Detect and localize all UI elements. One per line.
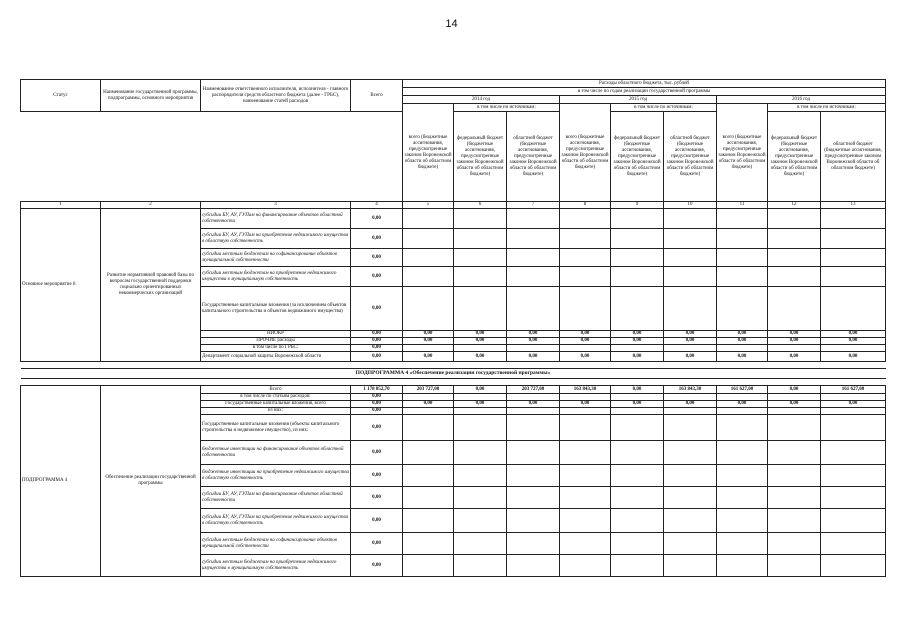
row-value: [821, 555, 886, 577]
row-value: [664, 345, 717, 352]
row-value: 0,00: [717, 352, 768, 362]
row-value: 161 627,00: [717, 386, 768, 394]
row-value: 0,00: [507, 352, 560, 362]
row-value: [454, 249, 507, 267]
row-value: [560, 555, 611, 577]
row-label: ПРОЧИЕ расходы: [201, 338, 351, 345]
row-value: [560, 249, 611, 267]
row-value: [664, 533, 717, 555]
row-value: 0,00: [351, 465, 403, 487]
row-value: [454, 408, 507, 415]
row-value: [507, 555, 560, 577]
row-value: 163 843,30: [560, 386, 611, 394]
row-value: [507, 415, 560, 441]
column-number: 1: [21, 202, 101, 209]
row-value: [560, 533, 611, 555]
row-label: бюджетные инвестиции на приобретение недвижимого имущества в областную собственность: [201, 465, 351, 487]
row-value: [717, 533, 768, 555]
row-value: 0,00: [611, 331, 664, 338]
row-value: 0,00: [507, 338, 560, 345]
column-number: 6: [454, 202, 507, 209]
header-col-all: всего (бюджетные ассигнования, предусмотренные законом Воронежской области об областном бюджете): [560, 104, 611, 202]
row-value: [611, 465, 664, 487]
row-value: [768, 229, 821, 249]
header-col-regional: областной бюджет (бюджетные ассигнования, предусмотренные законом Воронежской области об областном бюджете): [821, 112, 886, 202]
row-value: 0,00: [403, 338, 454, 345]
row-value: [821, 465, 886, 487]
row-value: 0,00: [351, 555, 403, 577]
row-value: [768, 509, 821, 533]
row-value: [403, 465, 454, 487]
row-label: в том числе по статьям расходов:: [201, 394, 351, 401]
row-value: [768, 249, 821, 267]
row-value: [560, 415, 611, 441]
header-col-regional: областной бюджет (бюджетные ассигнования, предусмотренные законом Воронежской области об областном бюджете): [664, 112, 717, 202]
row-value: [403, 267, 454, 287]
column-number: 10: [664, 202, 717, 209]
row-value: 0,00: [403, 331, 454, 338]
row-value: [507, 249, 560, 267]
table-row: [21, 209, 886, 229]
row-value: [768, 487, 821, 509]
row-value: 0,00: [560, 352, 611, 362]
row-value: 0,00: [768, 386, 821, 394]
row-value: 0,00: [821, 331, 886, 338]
row-value: [507, 465, 560, 487]
row-value: 0,00: [351, 249, 403, 267]
row-value: 0,00: [403, 352, 454, 362]
row-value: [664, 415, 717, 441]
row-label: Государственные капитальные вложения (объекты капитального строительства и недвижимое имущество), из них:: [201, 415, 351, 441]
row-value: [821, 394, 886, 401]
row-value: [717, 555, 768, 577]
row-value: [507, 509, 560, 533]
row-value: [821, 267, 886, 287]
page-number: 14: [445, 18, 458, 30]
column-number: 12: [768, 202, 821, 209]
row-value: [821, 408, 886, 415]
row-label: субсидии местным бюджетам на софинансирование объектов муниципальной собственности: [201, 533, 351, 555]
row-value: [768, 394, 821, 401]
row-value: 0,00: [351, 441, 403, 465]
table-gap: [21, 362, 886, 369]
row-value: [403, 415, 454, 441]
row-value: [611, 487, 664, 509]
row-label: Департамент социальной защиты Воронежской области: [201, 352, 351, 362]
header-col-federal: федеральный бюджет (бюджетные ассигнования, предусмотренные законом Воронежской области об областном бюджете): [768, 112, 821, 202]
row-value: [507, 394, 560, 401]
row-value: [560, 229, 611, 249]
row-value: [717, 249, 768, 267]
row-value: 0,00: [560, 401, 611, 408]
row-value: [403, 345, 454, 352]
row-value: [454, 465, 507, 487]
row-value: [717, 267, 768, 287]
row-value: 0,00: [821, 352, 886, 362]
row-value: [560, 408, 611, 415]
row-label: бюджетные инвестиции на финансирование объектов областной собственности: [201, 441, 351, 465]
row-value: [821, 249, 886, 267]
row-value: 161 627,00: [821, 386, 886, 394]
row-label: Государственные капитальные вложения (за исключением объектов капитального строительства и объектов недвижимого имущества): [201, 287, 351, 331]
header-year-2015: 2015 год: [560, 96, 717, 104]
row-value: [664, 394, 717, 401]
row-value: [611, 415, 664, 441]
row-value: [454, 555, 507, 577]
row-value: [560, 287, 611, 331]
row-value: [717, 209, 768, 229]
row-value: [403, 408, 454, 415]
row-program-name: Развитие нормативной правовой базы по вопросам государственной поддержки социально ориентированных некоммерческих организаций: [101, 209, 201, 362]
row-value: [507, 229, 560, 249]
row-value: [560, 345, 611, 352]
header-spacer: [21, 112, 403, 202]
row-value: 0,00: [351, 408, 403, 415]
row-value: 0,00: [611, 352, 664, 362]
row-value: [664, 509, 717, 533]
row-value: 0,00: [821, 338, 886, 345]
row-value: 0,00: [454, 338, 507, 345]
row-value: 0,00: [717, 401, 768, 408]
header-by-sources: в том числе по источникам:: [768, 104, 886, 112]
row-value: 0,00: [454, 386, 507, 394]
row-value: [768, 533, 821, 555]
row-value: [454, 415, 507, 441]
row-label: субсидии местным бюджетам на софинансирование объектов муниципальной собственности: [201, 249, 351, 267]
row-value: [821, 229, 886, 249]
row-label: субсидии местным бюджетам на приобретение недвижимого имущества в муниципальную собственность: [201, 267, 351, 287]
row-label: из них:: [201, 408, 351, 415]
row-value: [403, 441, 454, 465]
row-value: [403, 394, 454, 401]
row-value: [611, 555, 664, 577]
column-number: 13: [821, 202, 886, 209]
row-value: [403, 209, 454, 229]
row-value: [454, 394, 507, 401]
row-value: 0,00: [768, 352, 821, 362]
row-value: 0,00: [351, 487, 403, 509]
row-value: [454, 533, 507, 555]
row-value: 0,00: [611, 338, 664, 345]
row-value: [821, 441, 886, 465]
row-value: [768, 345, 821, 352]
row-value: 0,00: [821, 401, 886, 408]
row-value: [664, 249, 717, 267]
row-value: [611, 441, 664, 465]
row-value: [507, 408, 560, 415]
row-value: [664, 267, 717, 287]
row-label: Всего: [201, 386, 351, 394]
row-value: [454, 487, 507, 509]
row-value: [768, 267, 821, 287]
row-value: [507, 287, 560, 331]
row-label: субсидии БУ, АУ, ГУПам на финансирование объектов областной собственности: [201, 487, 351, 509]
row-value: 0,00: [768, 331, 821, 338]
row-value: [454, 287, 507, 331]
row-value: [768, 287, 821, 331]
row-value: [768, 465, 821, 487]
row-value: 0,00: [351, 331, 403, 338]
row-value: [507, 209, 560, 229]
row-value: [454, 345, 507, 352]
header-expenses: Расходы областного бюджета, тыс. рублей: [403, 80, 886, 88]
row-value: [717, 394, 768, 401]
row-value: [560, 267, 611, 287]
row-value: [507, 441, 560, 465]
row-value: [717, 465, 768, 487]
row-value: 0,00: [351, 345, 403, 352]
row-value: [821, 415, 886, 441]
header-status: Статус: [21, 80, 101, 112]
row-label: НИОКР: [201, 331, 351, 338]
column-number: 9: [611, 202, 664, 209]
header-col-regional: областной бюджет (бюджетные ассигнования, предусмотренные законом Воронежской области об областном бюджете): [507, 112, 560, 202]
row-value: [717, 287, 768, 331]
header-by-years: в том числе по годам реализации государственной программы: [403, 88, 886, 96]
column-number: 5: [403, 202, 454, 209]
header-by-sources: в том числе по источникам:: [454, 104, 560, 112]
column-number: 2: [101, 202, 201, 209]
row-value: 0,00: [351, 287, 403, 331]
row-value: 0,00: [403, 401, 454, 408]
row-value: [717, 415, 768, 441]
row-value: [611, 345, 664, 352]
row-value: [403, 509, 454, 533]
column-number: 3: [201, 202, 351, 209]
row-value: 0,00: [717, 338, 768, 345]
row-value: [717, 509, 768, 533]
row-value: 0,00: [351, 352, 403, 362]
row-value: [611, 287, 664, 331]
subprogram-title: ПОДПРОГРАММА 4 «Обеспечение реализации государственной программы»: [21, 369, 886, 379]
row-value: 0,00: [351, 338, 403, 345]
row-value: [611, 229, 664, 249]
row-value: [821, 509, 886, 533]
header-year-2014: 2014 год: [403, 96, 560, 104]
header-col-federal: федеральный бюджет (бюджетные ассигнования, предусмотренные законом Воронежской области об областном бюджете): [611, 112, 664, 202]
row-value: 0,00: [351, 415, 403, 441]
column-number: 11: [717, 202, 768, 209]
row-value: [454, 229, 507, 249]
row-value: [560, 509, 611, 533]
row-value: [560, 441, 611, 465]
row-value: 0,00: [507, 401, 560, 408]
row-value: [611, 267, 664, 287]
row-value: [454, 509, 507, 533]
row-value: 0,00: [664, 331, 717, 338]
row-value: [664, 487, 717, 509]
column-number: 4: [351, 202, 403, 209]
row-value: 203 727,00: [507, 386, 560, 394]
header-col-all: всего (бюджетные ассигнования, предусмотренные законом Воронежской области об областном бюджете): [717, 104, 768, 202]
row-value: [717, 441, 768, 465]
row-value: [664, 408, 717, 415]
row-status: ПОДПРОГРАММА 4: [21, 386, 101, 577]
column-number: 7: [507, 202, 560, 209]
row-value: [768, 415, 821, 441]
row-value: 0,00: [560, 338, 611, 345]
row-value: 0,00: [351, 394, 403, 401]
row-value: [821, 487, 886, 509]
row-value: [821, 533, 886, 555]
row-value: [507, 487, 560, 509]
row-value: [611, 533, 664, 555]
row-value: [664, 555, 717, 577]
row-value: [664, 441, 717, 465]
row-label: в том числе по ГРБС:: [201, 345, 351, 352]
row-value: 0,00: [560, 331, 611, 338]
row-value: [664, 229, 717, 249]
row-value: [507, 533, 560, 555]
row-value: 0,00: [351, 209, 403, 229]
row-value: [560, 209, 611, 229]
header-program-name: Наименование государственной программы, подпрограммы, основного мероприятия: [101, 80, 201, 112]
row-value: [454, 209, 507, 229]
row-value: 0,00: [454, 331, 507, 338]
row-value: [821, 209, 886, 229]
row-value: 0,00: [454, 401, 507, 408]
row-value: 0,00: [664, 338, 717, 345]
row-label: Государственные капитальные вложения, всего: [201, 401, 351, 408]
row-value: [768, 209, 821, 229]
row-value: 0,00: [768, 401, 821, 408]
table-row: [21, 386, 886, 394]
row-value: [403, 533, 454, 555]
row-value: [717, 408, 768, 415]
row-value: 0,00: [664, 401, 717, 408]
row-value: [821, 287, 886, 331]
row-value: [507, 267, 560, 287]
row-value: [664, 287, 717, 331]
row-label: субсидии местным бюджетам на приобретение недвижимого имущества в муниципальную собственность: [201, 555, 351, 577]
row-value: [717, 229, 768, 249]
row-value: [821, 345, 886, 352]
row-value: 1 178 852,70: [351, 386, 403, 394]
row-label: субсидии БУ, АУ, ГУПам на финансирование объектов областной собственности: [201, 209, 351, 229]
row-label: субсидии БУ, АУ, ГУПам на приобретение недвижимого имущества в областную собственность: [201, 509, 351, 533]
row-value: 0,00: [351, 401, 403, 408]
row-value: [560, 394, 611, 401]
row-value: [611, 408, 664, 415]
header-col-all: всего (бюджетные ассигнования, предусмотренные законом Воронежской области об областном бюджете): [403, 104, 454, 202]
row-status: Основное мероприятие 8: [21, 209, 101, 362]
row-value: [768, 555, 821, 577]
row-value: [454, 267, 507, 287]
row-value: 0,00: [351, 267, 403, 287]
row-value: 0,00: [351, 509, 403, 533]
row-program-name: Обеспечение реализации государственной программы: [101, 386, 201, 577]
row-value: 163 843,30: [664, 386, 717, 394]
column-number: 8: [560, 202, 611, 209]
row-value: [403, 229, 454, 249]
row-value: 0,00: [611, 401, 664, 408]
table-gap: [21, 379, 886, 386]
row-value: [403, 555, 454, 577]
row-value: [403, 287, 454, 331]
row-value: 0,00: [717, 331, 768, 338]
row-value: 0,00: [351, 229, 403, 249]
row-value: 203 727,00: [403, 386, 454, 394]
row-value: [611, 394, 664, 401]
row-value: 0,00: [664, 352, 717, 362]
row-label: субсидии БУ, АУ, ГУПам на приобретение недвижимого имущества в областную собственность: [201, 229, 351, 249]
header-col-federal: федеральный бюджет (бюджетные ассигнования, предусмотренные законом Воронежской области об областном бюджете): [454, 112, 507, 202]
budget-table: [20, 79, 886, 577]
row-value: 0,00: [454, 352, 507, 362]
row-value: [403, 487, 454, 509]
row-value: [611, 509, 664, 533]
row-value: [454, 441, 507, 465]
row-value: [403, 249, 454, 267]
header-year-2016: 2016 год: [717, 96, 886, 104]
row-value: [717, 487, 768, 509]
header-total: Всего: [351, 80, 403, 112]
header-executor: Наименование ответственного исполнителя, исполнителя - главного распорядителя средств областного бюджета (далее - ГРБС), наименование статей расходов: [201, 80, 351, 112]
row-value: 0,00: [507, 331, 560, 338]
row-value: 0,00: [611, 386, 664, 394]
header-by-sources: в том числе по источникам:: [611, 104, 717, 112]
row-value: 0,00: [351, 533, 403, 555]
row-value: [560, 487, 611, 509]
row-value: [664, 209, 717, 229]
row-value: [560, 465, 611, 487]
row-value: [768, 408, 821, 415]
row-value: [664, 465, 717, 487]
row-value: [507, 345, 560, 352]
row-value: [717, 345, 768, 352]
row-value: [611, 209, 664, 229]
row-value: 0,00: [768, 338, 821, 345]
row-value: [611, 249, 664, 267]
row-value: [768, 441, 821, 465]
